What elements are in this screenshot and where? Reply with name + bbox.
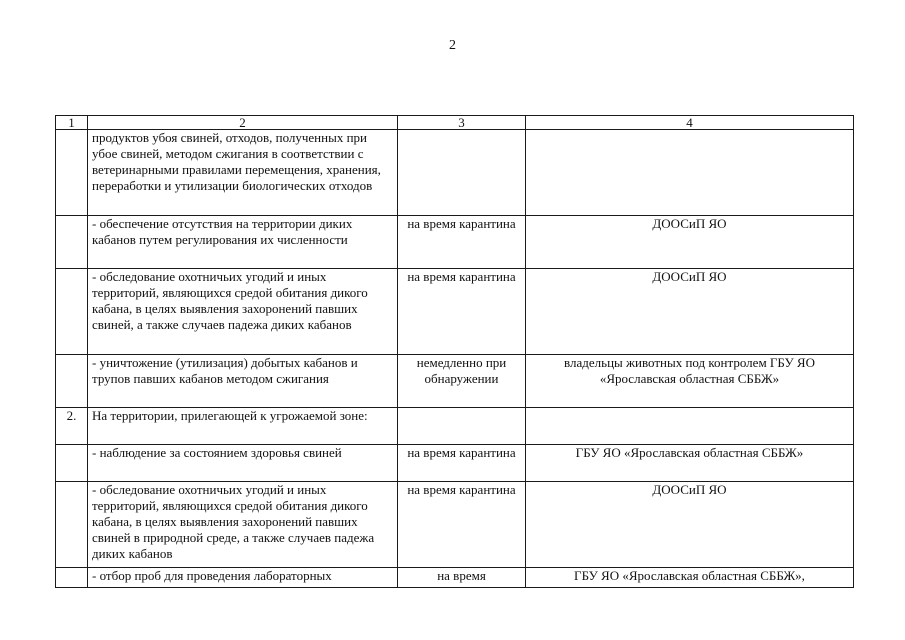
measure-cell: На территории, прилегающей к угрожаемой зоне: [88,408,398,445]
measure-cell: - обследование охотничьих угодий и иных территорий, являющихся средой обитания дикого кабана, в целях выявления захоронений павших свиней в природной среде, а также случаев падежа диких кабанов [88,482,398,568]
measure-cell: - уничтожение (утилизация) добытых кабанов и трупов павших кабанов методом сжигания [88,355,398,408]
term-cell: на время [398,568,526,588]
term-cell: на время карантина [398,482,526,568]
responsible-cell [526,408,854,445]
row-number [56,482,88,568]
table-row [56,445,854,482]
table-row [56,408,854,445]
measure-cell: - обследование охотничьих угодий и иных территорий, являющихся средой обитания дикого кабана, в целях выявления захоронений павших свиней, а также случаев падежа диких кабанов [88,269,398,355]
table-row [56,130,854,216]
row-number [56,216,88,269]
term-cell [398,408,526,445]
table-row [56,269,854,355]
responsible-cell: ДООСиП ЯО [526,269,854,355]
page-number: 2 [449,38,456,53]
row-number [56,130,88,216]
column-header: 2 [88,116,398,130]
row-number [56,445,88,482]
responsible-cell: ДООСиП ЯО [526,482,854,568]
measure-cell: - отбор проб для проведения лабораторных [88,568,398,588]
row-number [56,568,88,588]
column-header: 3 [398,116,526,130]
responsible-cell: ДООСиП ЯО [526,216,854,269]
term-cell [398,130,526,216]
table-row [56,355,854,408]
term-cell: на время карантина [398,216,526,269]
responsible-cell [526,130,854,216]
measures-table [55,115,854,588]
term-cell: на время карантина [398,269,526,355]
column-header: 1 [56,116,88,130]
term-cell: немедленно при обнаружении [398,355,526,408]
row-number: 2. [56,408,88,445]
measure-cell: - обеспечение отсутствия на территории диких кабанов путем регулирования их численности [88,216,398,269]
responsible-cell: ГБУ ЯО «Ярославская областная СББЖ», [526,568,854,588]
responsible-cell: владельцы животных под контролем ГБУ ЯО «Ярославская областная СББЖ» [526,355,854,408]
row-number [56,269,88,355]
table-row [56,568,854,588]
responsible-cell: ГБУ ЯО «Ярославская областная СББЖ» [526,445,854,482]
measure-cell: - наблюдение за состоянием здоровья свиней [88,445,398,482]
row-number [56,355,88,408]
measure-cell: продуктов убоя свиней, отходов, полученных при убое свиней, методом сжигания в соответствии с ветеринарными правилами перемещения, хранения, переработки и утилизации биологических отходов [88,130,398,216]
term-cell: на время карантина [398,445,526,482]
table-header-row [56,116,854,130]
table-row [56,216,854,269]
table-row [56,482,854,568]
column-header: 4 [526,116,854,130]
